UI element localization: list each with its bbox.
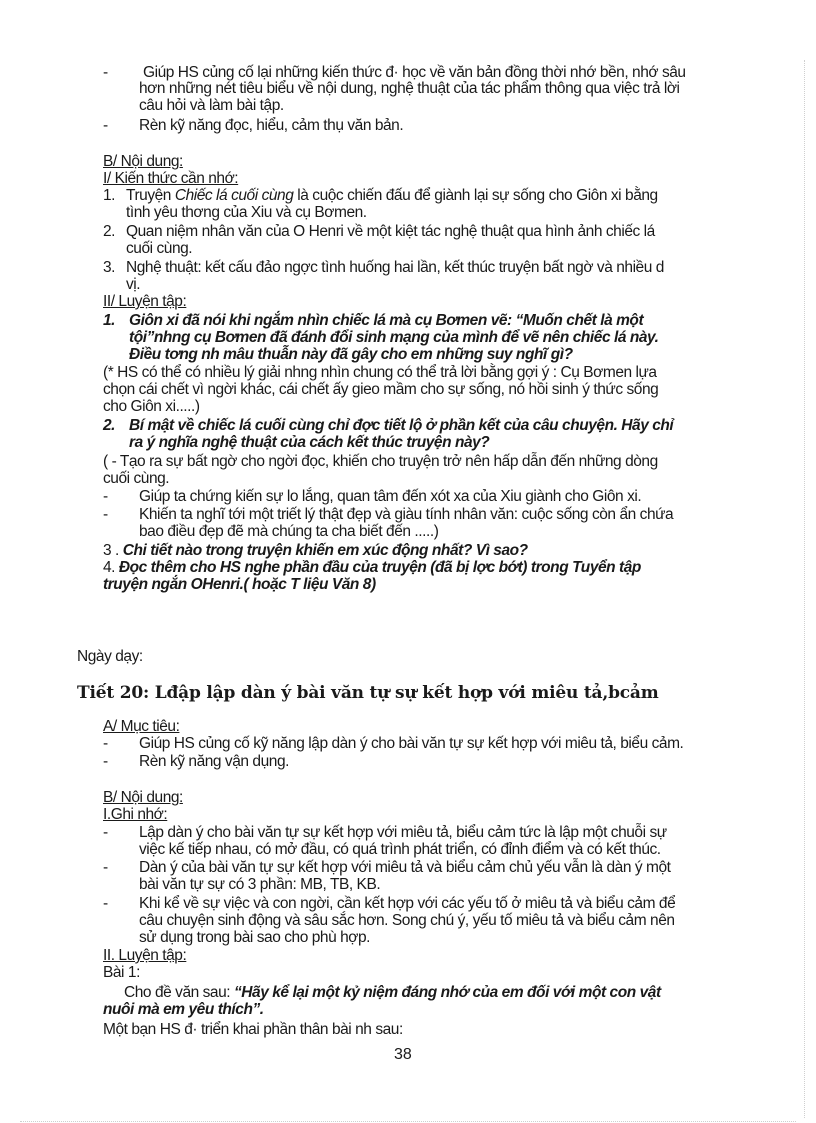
question-text: Chi tiết nào trong truyện khiến em xúc động nhất? Vì sao? <box>122 542 528 559</box>
date-label: Ngày dạy: <box>77 648 143 665</box>
bullet-dash: - <box>103 753 109 770</box>
question-line: truyện ngắn OHenri.( hoặc T liệu Văn 8) <box>103 576 376 593</box>
objective-line: Rèn kỹ năng đọc, hiểu, cảm thụ văn bản. <box>139 117 404 134</box>
note-line: việc kế tiếp nhau, có mở đầu, có quá trình phát triển, có đỉnh điểm và có kết thúc. <box>139 841 661 858</box>
story-title: Chiếc lá cuối cùng <box>174 187 294 204</box>
list-number: 1. <box>103 312 116 329</box>
knowledge-item: tình yêu thơng của Xiu và cụ Bơmen. <box>126 204 367 221</box>
bullet-dash: - <box>103 735 109 752</box>
section-heading: B/ Nội dung: <box>103 789 183 806</box>
answer-line: (* HS có thể có nhiều lý giải nhng nhìn chung có thể trả lời bằng gợi ý : Cụ Bơmen lựa <box>103 364 657 381</box>
note-line: Dàn ý của bài văn tự sự kết hợp với miêu tả và biểu cảm chủ yếu vẫn là dàn ý một <box>139 859 671 876</box>
bullet-dash: - <box>103 64 109 81</box>
text: là cuộc chiến đấu để giành lại sự sống cho Giôn xi bằng <box>293 187 658 204</box>
list-number: 4. <box>103 559 116 576</box>
section-heading: I/ Kiến thức cần nhớ: <box>103 170 239 187</box>
text: Truyện <box>126 187 175 204</box>
answer-line: Khiến ta nghĩ tới một triết lý thật đẹp và giàu tính nhân văn: cuộc sống còn ẩn chứa <box>139 506 674 523</box>
body-line: Một bạn HS đ· triển khai phần thân bài nh sau: <box>103 1021 403 1038</box>
topic-quote: “Hãy kể lại một kỷ niệm đáng nhớ của em đối với một con vật <box>234 984 661 1001</box>
question-line: ra ý nghĩa nghệ thuật của cách kết thúc truyện này? <box>129 434 490 451</box>
question-line <box>103 559 641 576</box>
bullet-dash: - <box>103 859 109 876</box>
answer-line: cho Giôn xi.....) <box>103 398 200 415</box>
question-text: Đọc thêm cho HS nghe phần đầu của truyện (đã bị lợc bớt) trong Tuyển tập <box>118 559 641 576</box>
knowledge-item: Nghệ thuật: kết cấu đảo ngợc tình huống hai lần, kết thúc truyện bất ngờ và nhiều d <box>126 259 664 276</box>
section-heading: II. Luyện tập: <box>103 947 187 964</box>
question-line: tội”nhng cụ Bơmen đã đánh đổi sinh mạng của mình để vẽ nên chiếc lá này. <box>129 329 659 346</box>
question-line: Điều tơng nh mâu thuẫn này đã gây cho em những suy nghĩ gì? <box>129 346 573 363</box>
page-edge-divider <box>20 1121 796 1122</box>
note-line: câu chuyện sinh động và sâu sắc hơn. Song chú ý, yếu tố miêu tả và biểu cảm nên <box>139 912 675 929</box>
answer-line: chọn cái chết vì ngời khác, cái chết ấy gieo mầm cho sự sống, nó hồi sinh ý thức sống <box>103 381 659 398</box>
knowledge-item <box>126 187 658 204</box>
objective-line: câu hỏi và làm bài tập. <box>139 97 284 114</box>
list-number: 2. <box>103 223 116 240</box>
lesson-title: Tiết 20: Lđập lập dàn ý bài văn tự sự kết hợp với miêu tả,bcảm <box>77 683 659 703</box>
knowledge-item: cuối cùng. <box>126 240 193 257</box>
objective-line: Giúp HS củng cố kỹ năng lập dàn ý cho bài văn tự sự kết hợp với miêu tả, biểu cảm. <box>139 735 684 752</box>
bullet-dash: - <box>103 117 109 134</box>
list-number: 2. <box>103 417 116 434</box>
section-heading: B/ Nội dung: <box>103 153 183 170</box>
question-line: Giôn xi đã nói khi ngắm nhìn chiếc lá mà cụ Bơmen vẽ: “Muốn chết là một <box>129 312 644 329</box>
topic-line: nuôi mà em yêu thích”. <box>103 1001 264 1018</box>
note-line: Lập dàn ý cho bài văn tự sự kết hợp với miêu tả, biểu cảm tức là lập một chuỗi sự <box>139 824 667 841</box>
bullet-dash: - <box>103 895 109 912</box>
question-line: Bí mật về chiếc lá cuối cùng chỉ đợc tiết lộ ở phần kết của câu chuyện. Hãy chỉ <box>129 417 674 434</box>
note-line: sử dụng trong bài sao cho phù hợp. <box>139 929 371 946</box>
section-heading: I.Ghi nhớ: <box>103 806 168 823</box>
answer-line: bao điều đẹp đẽ mà chúng ta cha biết đến .....) <box>139 523 439 540</box>
objective-line: Rèn kỹ năng vận dụng. <box>139 753 289 770</box>
page-edge-divider <box>804 60 805 1118</box>
list-number: 1. <box>103 187 116 204</box>
answer-line: Giúp ta chứng kiến sự lo lắng, quan tâm đến xót xa của Xiu giành cho Giôn xi. <box>139 488 642 505</box>
exercise-label: Bài 1: <box>103 964 140 981</box>
objective-line: Giúp HS củng cố lại những kiến thức đ· học về văn bản đồng thời nhớ bền, nhớ sâu <box>143 64 686 81</box>
section-heading: II/ Luyện tập: <box>103 293 187 310</box>
list-number: 3 . <box>103 542 119 559</box>
note-line: Khi kể về sự việc và con ngời, cần kết hợp với các yếu tố ở miêu tả và biểu cảm để <box>139 895 676 912</box>
bullet-dash: - <box>103 506 109 523</box>
page-number: 38 <box>394 1046 412 1063</box>
knowledge-item: Quan niệm nhân văn của O Henri về một kiệt tác nghệ thuật qua hình ảnh chiếc lá <box>126 223 655 240</box>
answer-line: cuối cùng. <box>103 470 170 487</box>
knowledge-item: vị. <box>126 276 141 293</box>
bullet-dash: - <box>103 488 109 505</box>
list-number: 3. <box>103 259 116 276</box>
section-heading: A/ Mục tiêu: <box>103 718 180 735</box>
answer-line: ( - Tạo ra sự bất ngờ cho ngời đọc, khiến cho truyện trở nên hấp dẫn đến những dòng <box>103 453 658 470</box>
bullet-dash: - <box>103 824 109 841</box>
topic-line <box>124 984 661 1001</box>
text: Cho đề văn sau: <box>124 984 234 1001</box>
note-line: bài văn tự sự có 3 phần: MB, TB, KB. <box>139 876 381 893</box>
question-line <box>103 542 528 559</box>
objective-line: hơn những nét tiêu biểu về nội dung, nghệ thuật của tác phẩm thông qua việc trả lời <box>139 80 680 97</box>
